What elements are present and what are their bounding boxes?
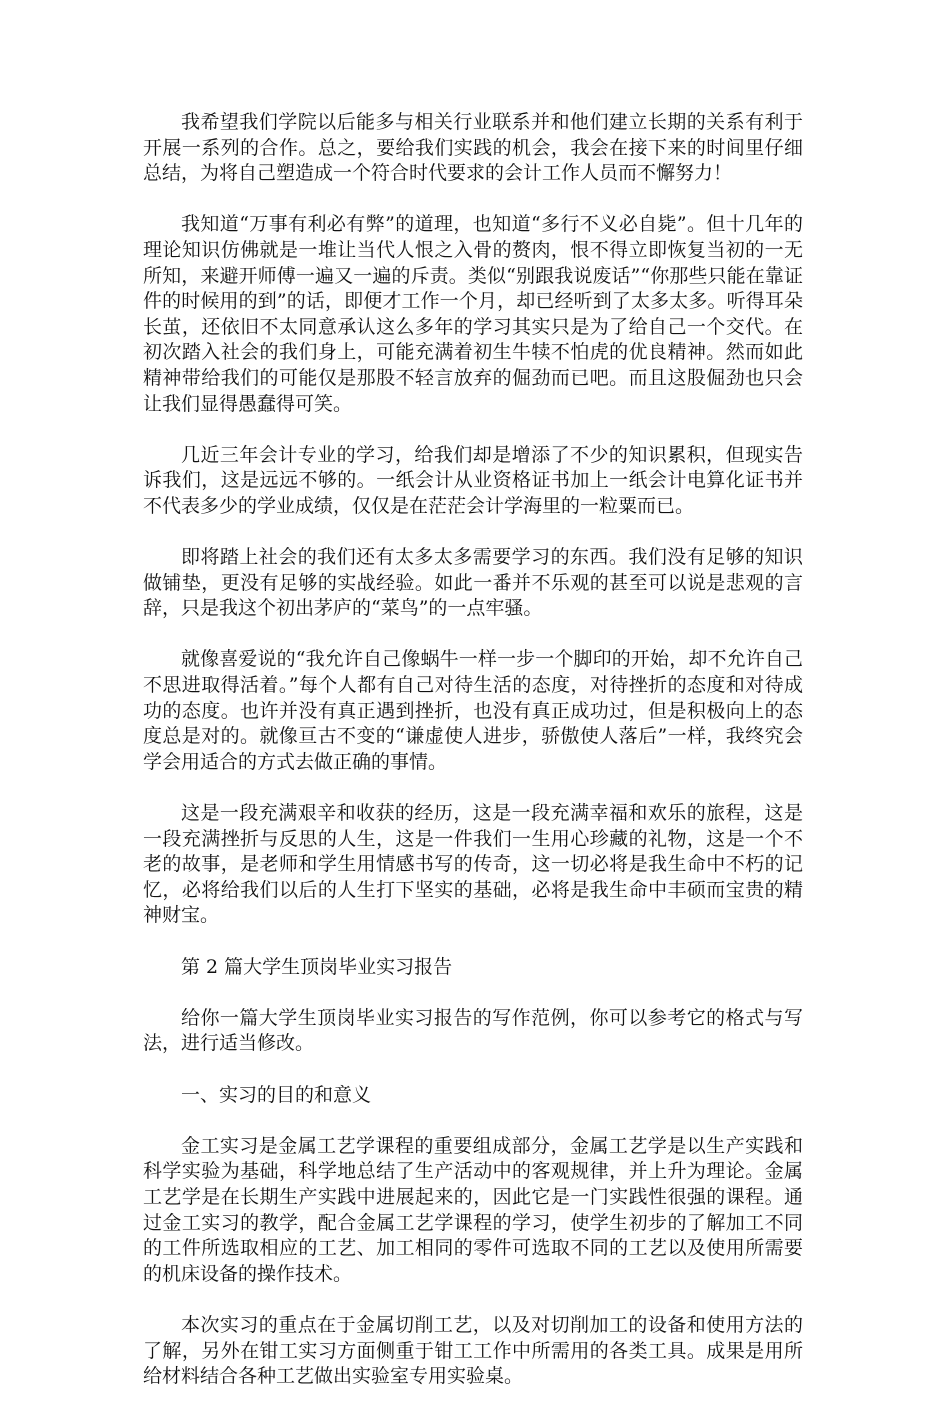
paragraph-7: 给你一篇大学生顶岗毕业实习报告的写作范例，你可以参考它的格式与写法，进行适当修改。 (143, 1006, 803, 1055)
paragraph-8: 金工实习是金属工艺学课程的重要组成部分，金属工艺学是以生产实践和科学实验为基础，科学地总结了生产活动中的客观规律，并上升为理论。金属工艺学是在长期生产实践中进展起来的，因此它是一门实践性很强的课程。通过金工实习的教学，配合金属工艺学课程的学习，使学生初步的了解加工不同的工件所选取相应的工艺、加工相同的零件可选取不同的工艺以及使用所需要的机床设备的操作技术。 (143, 1134, 803, 1285)
section-title: 第 2 篇大学生顶岗毕业实习报告 (181, 955, 453, 978)
paragraph-3: 几近三年会计专业的学习，给我们却是增添了不少的知识累积，但现实告诉我们，这是远远不够的。一纸会计从业资格证书加上一纸会计电算化证书并不代表多少的学业成绩，仅仅是在茫茫会计学海里的一粒粟而已。 (143, 443, 803, 517)
paragraph-6: 这是一段充满艰辛和收获的经历，这是一段充满幸福和欢乐的旅程，这是一段充满挫折与反思的人生，这是一件我们一生用心珍藏的礼物，这是一个不老的故事，是老师和学生用情感书写的传奇，这一切必将是我生命中不朽的记忆，必将给我们以后的人生打下坚实的基础，必将是我生命中丰硕而宝贵的精神财宝。 (143, 802, 803, 927)
document-body (143, 110, 803, 1415)
subsection-heading: 一、实习的目的和意义 (181, 1083, 372, 1106)
paragraph-4: 即将踏上社会的我们还有太多太多需要学习的东西。我们没有足够的知识做铺垫，更没有足够的实战经验。如此一番并不乐观的甚至可以说是悲观的言辞，只是我这个初出茅庐的“菜鸟”的一点牢骚。 (143, 546, 803, 620)
paragraph-5: 就像喜爱说的“我允许自己像蜗牛一样一步一个脚印的开始，却不允许自己不思进取得活着。”每个人都有自己对待生活的态度，对待挫折的态度和对待成功的态度。也许并没有真正遇到挫折，也没有真正成功过，但是积极向上的态度总是对的。就像亘古不变的“谦虚使人进步，骄傲使人落后”一样，我终究会学会用适合的方式去做正确的事情。 (143, 648, 803, 773)
paragraph-1: 我希望我们学院以后能多与相关行业联系并和他们建立长期的关系有利于开展一系列的合作。总之，要给我们实践的机会，我会在接下来的时间里仔细总结，为将自己塑造成一个符合时代要求的会计工作人员而不懈努力！ (143, 111, 803, 185)
paragraph-2: 我知道“万事有利必有弊”的道理，也知道“多行不义必自毙”。但十几年的理论知识仿佛就是一堆让当代人恨之入骨的赘肉，恨不得立即恢复当初的一无所知，来避开师傅一遍又一遍的斥责。类似“别跟我说废话”“你那些只能在靠证件的时候用的到”的话，即便才工作一个月，却已经听到了太多太多。听得耳朵长茧，还依旧不太同意承认这么多年的学习其实只是为了给自己一个交代。在初次踏入社会的我们身上，可能充满着初生牛犊不怕虎的优良精神。然而如此精神带给我们的可能仅是那股不轻言放弃的倔劲而已吧。而且这股倔劲也只会让我们显得愚蠢得可笑。 (143, 213, 803, 415)
paragraph-9: 本次实习的重点在于金属切削工艺，以及对切削加工的设备和使用方法的了解，另外在钳工实习方面侧重于钳工工作中所需用的各类工具。成果是用所给材料结合各种工艺做出实验室专用实验桌。 (143, 1313, 803, 1388)
